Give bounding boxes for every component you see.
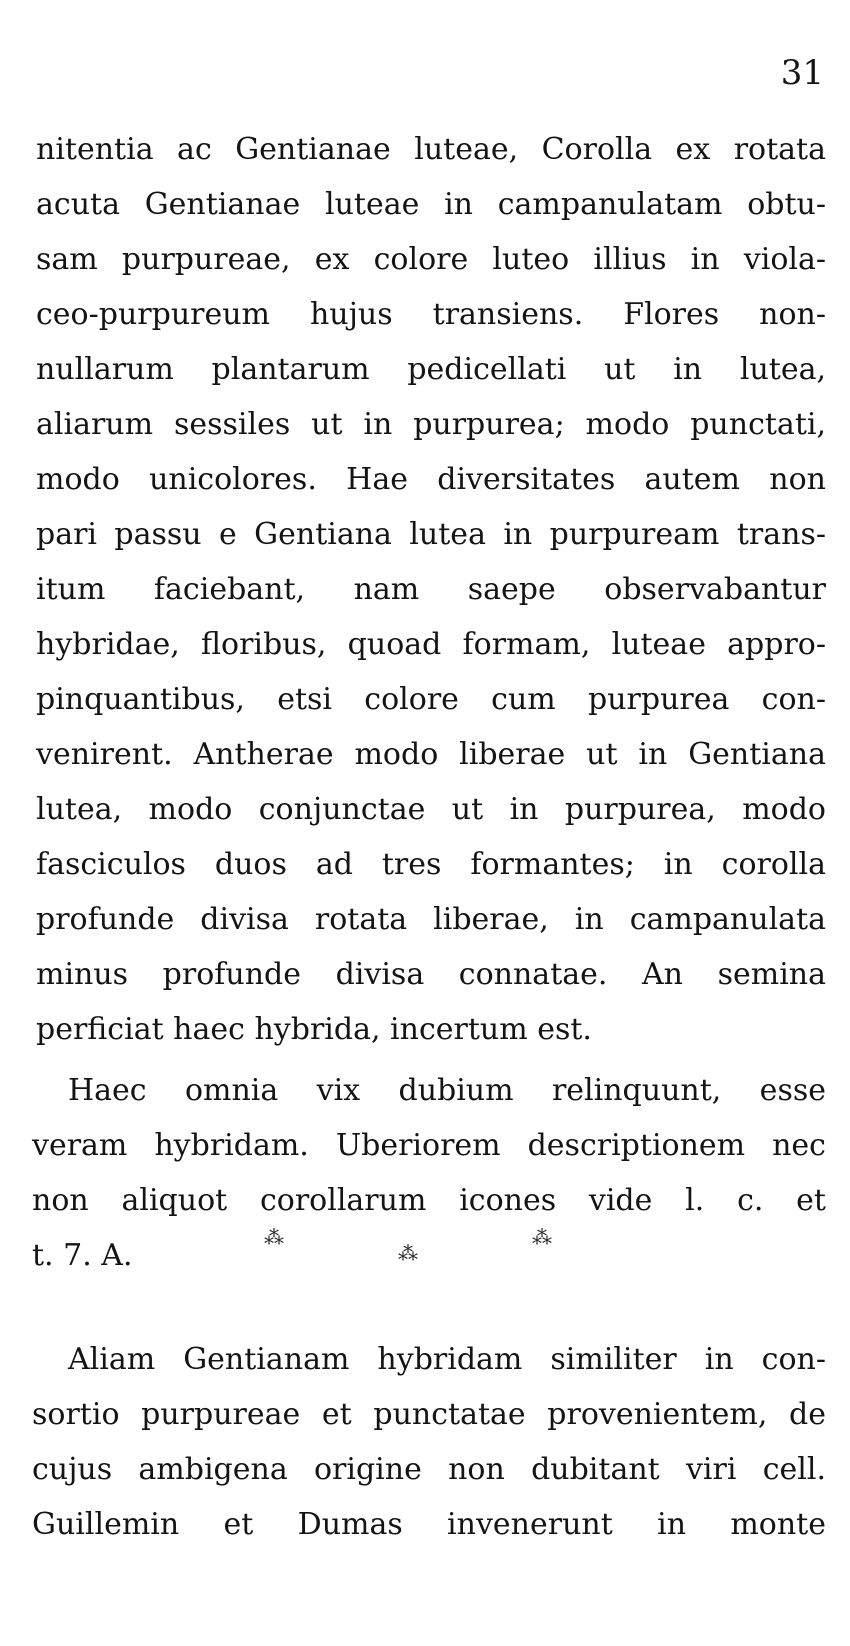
text-line: Haec omnia vix dubium relinquunt, esse	[68, 1073, 826, 1108]
text-line: modo unicolores. Hae diversitates autem non	[36, 462, 826, 497]
text-line: profunde divisa rotata liberae, in campanulata	[36, 902, 826, 937]
text-line: fasciculos duos ad tres formantes; in corolla	[36, 847, 826, 882]
text-line: Guillemin et Dumas invenerunt in monte	[32, 1507, 826, 1542]
text-line: nitentia ac Gentianae luteae, Corolla ex rotata	[36, 132, 826, 167]
paragraph-2	[32, 1063, 826, 1283]
text-line: non aliquot corollarum icones vide l. c. et	[32, 1183, 826, 1218]
text-line: lutea, modo conjunctae ut in purpurea, modo	[36, 792, 826, 827]
text-line: ceo-purpureum hujus transiens. Flores non-	[36, 297, 826, 332]
separator-ornament: ⁂	[532, 1225, 552, 1249]
paragraph-3	[32, 1332, 826, 1552]
text-line: minus profunde divisa connatae. An semina	[36, 957, 826, 992]
separator-ornament: ⁂	[264, 1225, 284, 1249]
text-line: aliarum sessiles ut in purpurea; modo punctati,	[36, 407, 826, 442]
text-line: pinquantibus, etsi colore cum purpurea con-	[36, 682, 826, 717]
separator-ornament: ⁂	[398, 1241, 418, 1265]
text-line: sortio purpureae et punctatae provenientem, de	[32, 1397, 826, 1432]
text-line: perficiat haec hybrida, incertum est.	[36, 1012, 592, 1047]
text-line: veram hybridam. Uberiorem descriptionem nec	[32, 1128, 826, 1163]
text-line: acuta Gentianae luteae in campanulatam obtu-	[36, 187, 826, 222]
text-line: venirent. Antherae modo liberae ut in Gentiana	[36, 737, 826, 772]
page-number: 31	[780, 53, 824, 93]
text-line: Aliam Gentianam hybridam similiter in con-	[68, 1342, 826, 1377]
paragraph-1	[36, 122, 826, 1057]
text-line: cujus ambigena origine non dubitant viri cell.	[32, 1452, 826, 1487]
text-line: pari passu e Gentiana lutea in purpuream trans-	[36, 517, 826, 552]
text-line: nullarum plantarum pedicellati ut in lutea,	[36, 352, 826, 387]
text-line: itum faciebant, nam saepe observabantur	[36, 572, 826, 607]
text-line: t. 7. A.	[32, 1238, 133, 1273]
text-line: hybridae, floribus, quoad formam, luteae appro-	[36, 627, 826, 662]
text-line: sam purpureae, ex colore luteo illius in viola-	[36, 242, 826, 277]
